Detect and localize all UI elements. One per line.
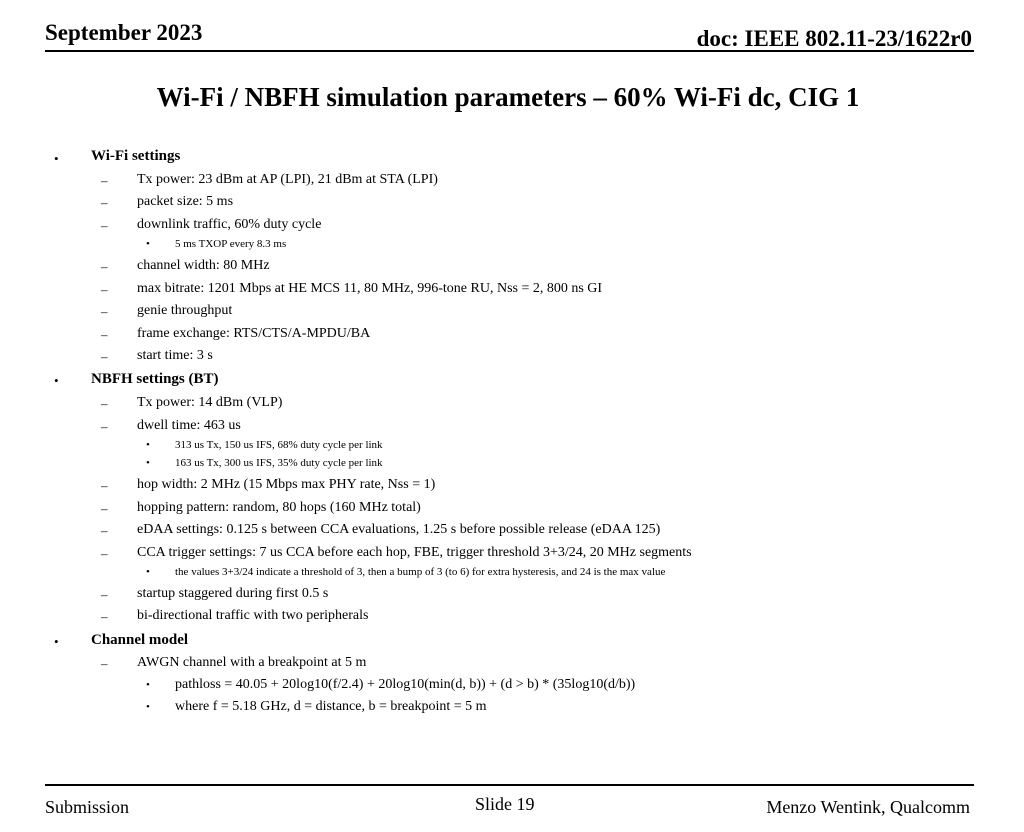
wifi-start-time: start time: 3 s: [137, 348, 213, 363]
header-doc-id: doc: IEEE 802.11-23/1622r0: [696, 26, 972, 51]
nbfh-hop-width: hop width: 2 MHz (15 Mbps max PHY rate, Nss = 1): [137, 477, 436, 492]
nbfh-dwell-detail-b: 163 us Tx, 300 us IFS, 35% duty cycle per link: [175, 457, 383, 469]
dash-marker: –: [101, 195, 108, 210]
wifi-downlink-txop: 5 ms TXOP every 8.3 ms: [175, 238, 287, 250]
wifi-settings-heading: Wi-Fi settings: [91, 148, 181, 164]
dash-marker: –: [101, 349, 108, 364]
dash-marker: –: [101, 173, 108, 188]
dash-marker: –: [101, 419, 108, 434]
dash-marker: –: [101, 218, 108, 233]
nbfh-startup: startup staggered during first 0.5 s: [137, 586, 329, 601]
nbfh-tx-power: Tx power: 14 dBm (VLP): [137, 395, 283, 410]
dash-marker: –: [101, 259, 108, 274]
sub-bullet-marker: •: [146, 679, 150, 691]
wifi-packet-size: packet size: 5 ms: [137, 194, 234, 209]
sub-bullet-marker: •: [146, 701, 150, 713]
footer-author: Menzo Wentink, Qualcomm: [766, 797, 970, 817]
sub-bullet-marker: •: [146, 566, 150, 578]
footer-submission: Submission: [45, 797, 130, 817]
footer-divider: [45, 784, 974, 786]
channel-where: where f = 5.18 GHz, d = distance, b = breakpoint = 5 m: [175, 699, 487, 714]
dash-marker: –: [101, 587, 108, 602]
nbfh-settings-heading: NBFH settings (BT): [91, 371, 219, 387]
wifi-tx-power: Tx power: 23 dBm at AP (LPI), 21 dBm at STA (LPI): [137, 172, 438, 187]
footer-slide-number: Slide 19: [475, 794, 535, 814]
bullet-marker: •: [54, 373, 59, 388]
nbfh-edaa-settings: eDAA settings: 0.125 s between CCA evaluations, 1.25 s before possible release (eDAA 125): [137, 522, 661, 537]
nbfh-cca-trigger: CCA trigger settings: 7 us CCA before each hop, FBE, trigger threshold 3+3/24, 20 MHz segments: [137, 545, 692, 560]
dash-marker: –: [101, 396, 108, 411]
bullet-marker: •: [54, 634, 59, 649]
dash-marker: –: [101, 304, 108, 319]
wifi-genie-throughput: genie throughput: [137, 303, 233, 318]
sub-bullet-marker: •: [146, 238, 150, 250]
bullet-marker: •: [54, 151, 59, 166]
nbfh-bidirectional: bi-directional traffic with two peripherals: [137, 608, 369, 623]
dash-marker: –: [101, 609, 108, 624]
wifi-frame-exchange: frame exchange: RTS/CTS/A-MPDU/BA: [137, 326, 371, 341]
header-date: September 2023: [45, 20, 203, 45]
header-divider: [45, 50, 974, 52]
channel-awgn: AWGN channel with a breakpoint at 5 m: [137, 655, 367, 670]
channel-pathloss: pathloss = 40.05 + 20log10(f/2.4) + 20log10(min(d, b)) + (d > b) * (35log10(d/b)): [175, 677, 636, 692]
nbfh-hopping-pattern: hopping pattern: random, 80 hops (160 MHz total): [137, 500, 421, 515]
sub-bullet-marker: •: [146, 457, 150, 469]
dash-marker: –: [101, 523, 108, 538]
nbfh-dwell-time: dwell time: 463 us: [137, 418, 241, 433]
dash-marker: –: [101, 327, 108, 342]
channel-model-heading: Channel model: [91, 632, 189, 648]
dash-marker: –: [101, 478, 108, 493]
dash-marker: –: [101, 546, 108, 561]
dash-marker: –: [101, 282, 108, 297]
wifi-max-bitrate: max bitrate: 1201 Mbps at HE MCS 11, 80 MHz, 996-tone RU, Nss = 2, 800 ns GI: [137, 281, 603, 296]
wifi-channel-width: channel width: 80 MHz: [137, 258, 270, 273]
nbfh-cca-note: the values 3+3/24 indicate a threshold of 3, then a bump of 3 (to 6) for extra hysteresis, and 24 is the max value: [175, 566, 666, 578]
slide-title: Wi-Fi / NBFH simulation parameters – 60% Wi-Fi dc, CIG 1: [156, 82, 860, 112]
sub-bullet-marker: •: [146, 439, 150, 451]
dash-marker: –: [101, 501, 108, 516]
nbfh-dwell-detail-a: 313 us Tx, 150 us IFS, 68% duty cycle per link: [175, 439, 383, 451]
wifi-downlink-traffic: downlink traffic, 60% duty cycle: [137, 217, 322, 232]
dash-marker: –: [101, 656, 108, 671]
